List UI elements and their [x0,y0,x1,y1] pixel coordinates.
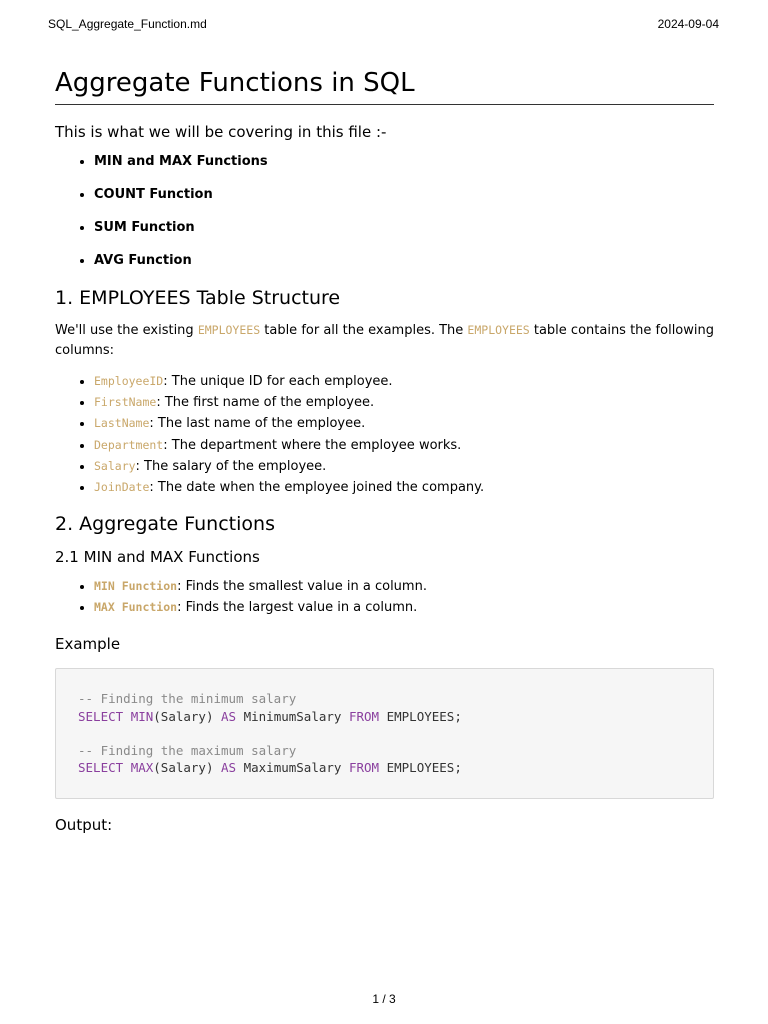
topics-list [55,153,714,269]
text-run: We'll use the existing [55,323,198,338]
code-keyword: SELECT [78,760,124,776]
list-item [94,413,714,434]
code-text: MaximumSalary [236,760,349,776]
code-comment: -- Finding the maximum salary [78,743,297,759]
header-filename: SQL_Aggregate_Function.md [48,17,207,31]
list-item [94,477,714,498]
column-desc: : The department where the employee works. [163,437,462,453]
code-function: MIN [130,708,154,724]
list-item: • SUM Function [94,219,714,236]
code-keyword: FROM [348,760,380,776]
list-item [94,576,714,597]
subsection-heading-min-max: 2.1 MIN and MAX Functions [55,548,260,567]
list-item: • MIN and MAX Functions [94,153,714,170]
page-title: Aggregate Functions in SQL [55,66,714,105]
inline-code: EMPLOYEES [197,323,261,337]
column-desc: : The first name of the employee. [156,395,375,411]
code-text: MinimumSalary [236,708,349,724]
columns-list [55,371,714,498]
code-comment: -- Finding the minimum salary [78,691,297,707]
code-keyword: SELECT [78,708,124,724]
code-block[interactable] [55,668,714,798]
function-name: MIN Function [94,579,178,594]
code-text: (Salary) [153,760,221,776]
page-number: 1 / 3 [372,992,396,1006]
code-keyword: AS [221,708,237,724]
column-desc: : The date when the employee joined the company. [149,480,485,496]
list-item [94,371,714,392]
example-label: Example [55,635,121,654]
list-item [94,435,714,456]
intro-text: This is what we will be covering in this file :- [55,123,387,141]
column-name: Salary [94,458,136,473]
column-name: EmployeeID [94,374,164,388]
function-desc: : Finds the largest value in a column. [177,600,418,616]
section-heading-table-structure: 1. EMPLOYEES Table Structure [55,287,341,309]
column-desc: : The salary of the employee. [135,458,327,474]
functions-list [55,576,714,618]
text-run: table contains the following columns: [55,323,714,358]
inline-code: EMPLOYEES [467,323,530,337]
code-keyword: AS [221,760,237,776]
section-heading-aggregate-functions: 2. Aggregate Functions [55,513,275,536]
code-text: EMPLOYEES; [379,760,462,776]
list-item: • COUNT Function [94,186,714,203]
column-desc: : The unique ID for each employee. [163,374,393,389]
table-description [55,320,714,361]
list-item [94,456,714,477]
code-function: MAX [130,760,154,776]
list-item [94,597,714,618]
list-item [94,392,714,413]
list-item: • AVG Function [94,252,714,269]
text-run: table for all the examples. The [260,323,468,338]
column-name: Department [94,437,164,452]
function-desc: : Finds the smallest value in a column. [177,579,427,595]
output-label: Output: [55,815,113,834]
column-name: JoinDate [94,480,150,495]
function-name: MAX Function [94,600,178,615]
column-name: FirstName [94,395,157,410]
document-body [55,66,714,835]
code-text: (Salary) [153,708,221,724]
header-date: 2024-09-04 [657,17,719,31]
code-keyword: FROM [348,708,380,724]
code-text: EMPLOYEES; [379,708,462,724]
column-name: LastName [94,416,150,431]
column-desc: : The last name of the employee. [149,416,366,432]
